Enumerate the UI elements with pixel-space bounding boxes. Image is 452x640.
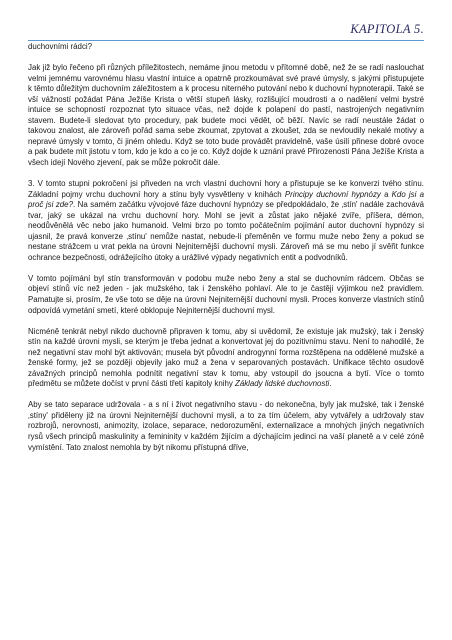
chapter-title: KAPITOLA 5. <box>350 22 424 36</box>
paragraph <box>28 42 424 53</box>
text-run: . Na samém začátku vývojové fáze duchovní hypnózy se předpokládalo, že ‚stín' nadále zachovává tvar, jaký se ukázal na vrchu duchovní hory. Mohl se jevit a zůstat jako nějaké zvíře, příšera, démon, neodůvěnělá věc nebo jako humanoid. Velmi brzo po tomto počátečním pojímání autor duchovní hypnózy si ujasnil, že pravá konverze ‚stínu' nemůže nastat, nebude-li přeměněn ve formu muže nebo ženy a pokud se nestane strážcem u vrat pekla na úrovni Nejniternější duchovní mysli. Zároveň má se mu nebo jí svěřit funkce ochrance bezpečnosti, odrážejícího útoky a urážlivé výpady negativních entit a podvodníků. <box>28 200 425 262</box>
text-run: Jak již bylo řečeno při různých příležitostech, nemáme jinou metodu v přítomné době, než že se radí naslouchat velmi jemnému varovnému hlasu vlastní intuice a opatrně prozkoumávat své pravé úmysly, s jakými přistupujete k těmto důležitým duchovním záležitostem a k procesu niterného putování nebo k duchovní hypnoterapii. Také se vší vážností požádat Pána Ježíše Krista o větší stupeň lásky, rozlišující moudrosti a o nadělení velmi bystré intuice se schopností rozpoznat tyto situace včas, než dojde k polapení do pastí, nastrojených negativním stavem. Budete-li sledovat tyto procedury, pak budete moci vědět, oč běží. Navíc se radí neustále žádat o takovou znalost, ale zároveň pořád sama sebe zkoumat, zpytovat a zkoušet, zda se nevloudily nekalé motivy a nepravé úmysly v tomto, či jiném ohledu. Když se toto bude provádět pravidelně, vaše úsilí přinese dobré ovoce a pak budete mít jistotu v tom, kdo je kdo a co je co. Když dojde k uznání pravé Přirozenosti Pána Ježíše Krista a všech idejí Nového zjevení, pak se může pokročit dále. <box>28 63 424 167</box>
paragraph <box>28 63 424 168</box>
page-header <box>28 22 424 41</box>
book-title: Kdo jsi a proč jsi zde? <box>28 189 424 210</box>
text-run: duchovními rádci? <box>28 42 93 51</box>
text-run: Aby se tato separace udržovala - a s ní i život negativního stavu - do nekonečna, byly jak mužské, tak i ženské ‚stíny' přiděleny již na úrovni Nejniternější duchovní mysli, a to za tím účelem, aby vytvářely a udržovaly stav rozbrojů, nerovnosti, animozity, izolace, separace, nedorozumění, externalizace a mnohých jiných negativních rysů všech principů maskulinity a femininity v každém žijícím a dýchajícím jedinci na vaší planetě a v celé zóně vymístění. Tato znalost nemohla by být nikomu přístupná dříve, <box>28 400 424 452</box>
text-run: 3. V tomto stupni pokročení jsi přiveden na vrch vlastní duchovní hory a přistupuje se ke konverzi tvého stínu. Základní pojmy vrchu duchovní hory a stínu byly vysvětleny v knihách <box>28 179 424 199</box>
paragraph <box>28 327 424 390</box>
body-text <box>28 42 424 464</box>
book-title: Základy lidské duchovnosti <box>235 379 330 389</box>
text-run: Nicméně tenkrát nebyl nikdo duchovně připraven k tomu, aby si uvědomil, že existuje jak mužský, tak i ženský stín na každé úrovni mysli, se kterým je třeba jednat a konvertovat jej do pozitivnímu stavu. Není to nahodilé, že než negativní stav mohl být aktivován; musela být původní androgynní forma rozštěpena na oddělené mužské a ženské formy, jež se později objevily jako muž a žena v separovaných postavách. Unifikace těchto osudově závažných principů nemohla podnítit negativní stav k tomu, aby vstoupil do jsoucna a bytí. Více o tomto předmětu se můžete dočíst v první části třetí kapitoly knihy <box>28 326 424 389</box>
text-run: a <box>380 189 392 199</box>
text-run: V tomto pojímání byl stín transformován v podobu muže nebo ženy a stal se duchovním rádcem. Občas se objeví stínů víc než jeden - jak mužského, tak i ženského pohlaví. Ale to je častěji výjimkou než pravidlem. Pamatujte si, prosím, že vše toto se děje na úrovni Nejniternější duchovní mysli. Proces konverze vlastních stínů odpovídá vymetání smetí, které obklopuje Nejniternější duchovní mysl. <box>28 273 424 315</box>
text-run: . <box>329 379 332 389</box>
paragraph <box>28 400 424 453</box>
book-title: Principy duchovní hypnózy <box>284 189 381 199</box>
paragraph <box>28 179 424 263</box>
paragraph <box>28 274 424 316</box>
